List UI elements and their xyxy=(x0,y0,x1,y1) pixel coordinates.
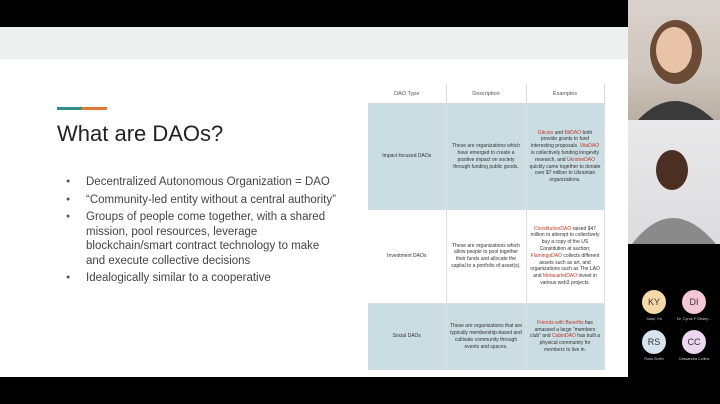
bullet-item: ● “Community-led entity without a central authority” xyxy=(66,193,336,208)
dao-type-cell: Social DAOs xyxy=(368,304,446,370)
dao-example-link: Gitcoin xyxy=(537,129,554,136)
presentation-slide xyxy=(0,27,628,377)
participant-tile[interactable] xyxy=(676,290,712,321)
examples-cell: Friends with Benefits has amassed a large “members club” and CabinDAO has built a physical community for members to live in. xyxy=(526,304,604,370)
participant-name: Ross Smith xyxy=(644,357,664,361)
dao-example-link: BitDAO xyxy=(564,129,582,136)
dao-example-link: FlamingoDAO xyxy=(530,252,562,259)
participant-tile[interactable] xyxy=(636,290,672,321)
table-row xyxy=(368,304,604,370)
bullet-item: ● Decentralized Autonomous Organization = DAO xyxy=(66,175,336,190)
table-header-description: Description xyxy=(446,84,526,104)
bullet-item: ● Idealogically similar to a cooperative xyxy=(66,271,336,286)
description-cell: These are organizations which allow people to pool together their funds and allocate the capital to a portfolio of asset(s). xyxy=(446,210,526,304)
table-row xyxy=(368,210,604,304)
avatar: DI xyxy=(682,290,706,314)
table-header-type: DAO Type xyxy=(368,84,446,104)
participant-video-1[interactable] xyxy=(628,0,720,120)
avatar: KY xyxy=(642,290,666,314)
dao-example-link: VitaDAO xyxy=(579,143,600,150)
dao-types-table xyxy=(368,84,605,370)
dao-type-cell: Investment DAOs xyxy=(368,210,446,304)
examples-cell: ConstitutionDAO raised $47 million to attempt to collectively buy a copy of the US Constitution at auction; FlamingoDAO collects different assets such as art, and organizations such as The LAO and MetacartelDAO invest in various web3 projects. xyxy=(526,210,604,304)
dao-example-link: ConstitutionDAO xyxy=(534,225,572,232)
dao-type-cell: Impact-focused DAOs xyxy=(368,104,446,210)
description-cell: These are organizations which have emerged to create a positive impact on society through funding public goods. xyxy=(446,104,526,210)
title-accent-bar xyxy=(57,107,107,110)
slide-header-band xyxy=(0,27,628,59)
participant-name: Cassandra Collins xyxy=(678,357,710,361)
participant-tile[interactable] xyxy=(636,330,672,361)
slide-title: What are DAOs? xyxy=(57,121,224,146)
participant-tile[interactable] xyxy=(676,330,712,361)
participant-name: Yasin, Kri xyxy=(646,317,662,321)
avatar: RS xyxy=(642,330,666,354)
table-row xyxy=(368,104,604,210)
examples-cell: Gitcoin and BitDAO both provide grants to fund interesting proposals. VitaDAO is collectively funding longevity research, and UkraineDAO quickly came together to donate over $7 million to Ukrainian organizations. xyxy=(526,104,604,210)
avatar: CC xyxy=(682,330,706,354)
dao-example-link: UkraineDAO xyxy=(566,156,596,163)
dao-example-link: CabinDAO xyxy=(551,333,576,340)
bullet-list xyxy=(66,175,336,289)
participant-name: Dr. Cyrus F Obsey... xyxy=(676,317,712,321)
dao-example-link: Friends with Benefits xyxy=(537,319,584,326)
person-silhouette-icon xyxy=(628,0,720,120)
table-header-examples: Examples xyxy=(526,84,604,104)
description-cell: These are organizations that are typically membership-based and cultivate community through events and spaces. xyxy=(446,304,526,370)
participant-video-2[interactable] xyxy=(628,120,720,244)
dao-example-link: MetacartelDAO xyxy=(542,273,578,280)
bullet-item: ● Groups of people come together, with a shared mission, pool resources, leverage blockchain/smart contract technology to make and execute collective decisions xyxy=(66,210,336,268)
person-silhouette-icon xyxy=(628,120,720,244)
